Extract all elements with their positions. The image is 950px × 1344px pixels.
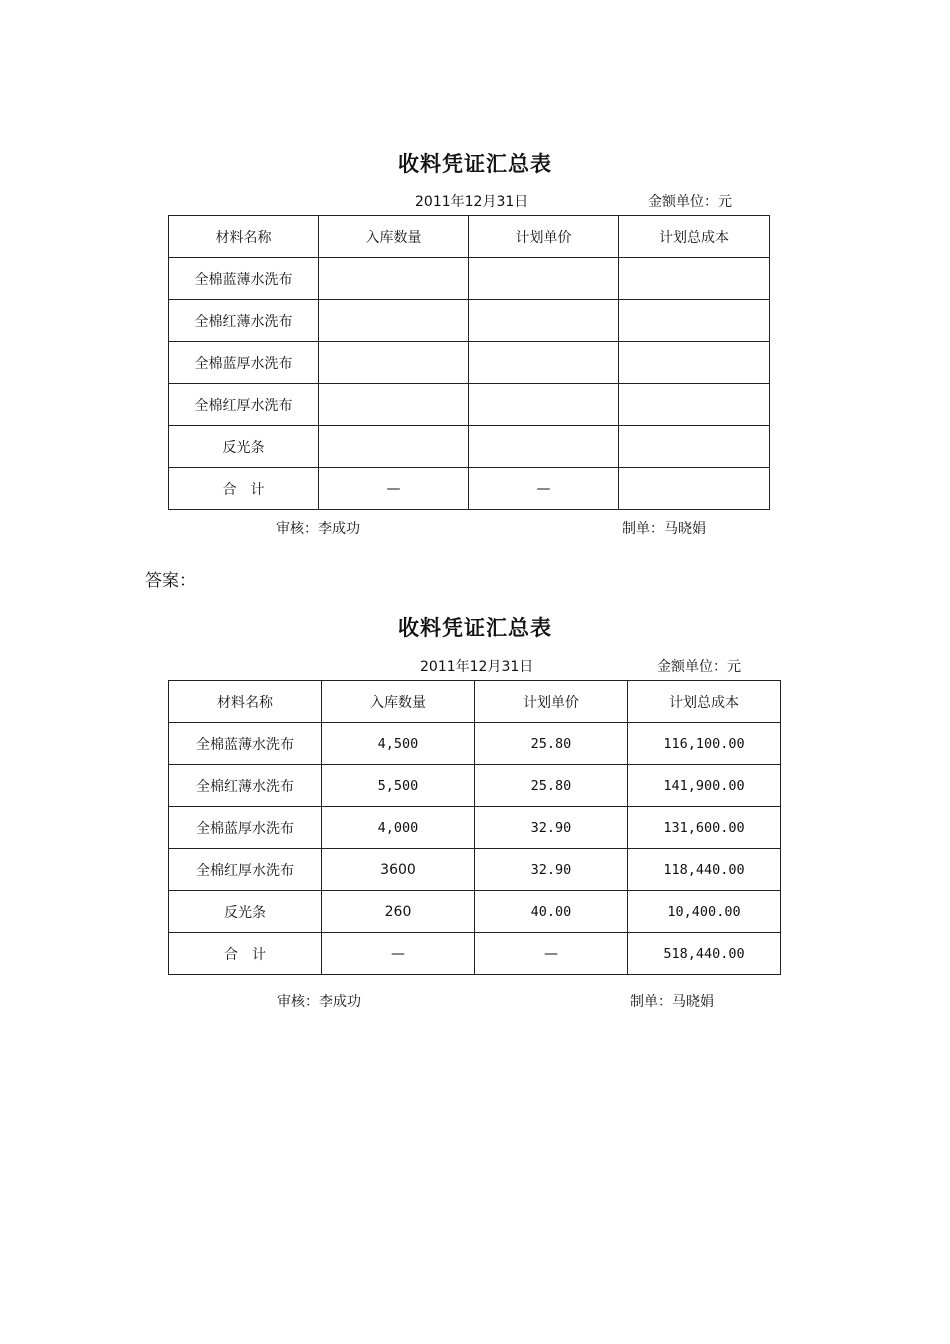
table-total-row <box>169 468 770 510</box>
cell-total-cost <box>619 426 770 468</box>
cell-unit-price <box>469 384 619 426</box>
blank-form-date: 2011年12月31日 <box>415 194 529 210</box>
cell-total-cost <box>619 342 770 384</box>
cell-material-name: 全棉蓝厚水洗布 <box>169 807 322 849</box>
cell-unit-price: — <box>469 468 619 510</box>
blank-form-unit: 金额单位：元 <box>648 194 732 210</box>
cell-total-cost <box>619 384 770 426</box>
table-row <box>169 891 781 933</box>
answer-form-table <box>168 680 781 975</box>
header-unit-price: 计划单价 <box>469 216 619 258</box>
cell-material-name: 全棉蓝薄水洗布 <box>169 258 319 300</box>
table-header-row <box>169 216 770 258</box>
cell-total-cost: 131,600.00 <box>628 807 781 849</box>
cell-total-cost <box>619 300 770 342</box>
cell-total-cost: 116,100.00 <box>628 723 781 765</box>
answer-form-reviewer: 审核：李成功 <box>277 994 361 1010</box>
cell-material-name: 反光条 <box>169 891 322 933</box>
cell-unit-price: 25.80 <box>475 723 628 765</box>
cell-quantity <box>319 426 469 468</box>
cell-quantity: — <box>319 468 469 510</box>
cell-material-name: 全棉红薄水洗布 <box>169 765 322 807</box>
table-total-row <box>169 933 781 975</box>
cell-material-name: 全棉蓝薄水洗布 <box>169 723 322 765</box>
cell-quantity <box>319 384 469 426</box>
cell-quantity: 5,500 <box>322 765 475 807</box>
cell-material-name: 全棉红薄水洗布 <box>169 300 319 342</box>
table-row <box>169 807 781 849</box>
answer-form-title: 收料凭证汇总表 <box>398 615 552 640</box>
header-total-cost: 计划总成本 <box>628 681 781 723</box>
cell-quantity <box>319 342 469 384</box>
cell-unit-price <box>469 300 619 342</box>
cell-unit-price: 25.80 <box>475 765 628 807</box>
cell-total-cost: 518,440.00 <box>628 933 781 975</box>
cell-total-cost <box>619 258 770 300</box>
cell-unit-price: 40.00 <box>475 891 628 933</box>
answer-form-preparer: 制单：马晓娟 <box>630 994 714 1010</box>
blank-form-preparer: 制单：马晓娟 <box>622 521 706 537</box>
cell-material-name: 全棉红厚水洗布 <box>169 384 319 426</box>
cell-unit-price <box>469 258 619 300</box>
cell-quantity <box>319 300 469 342</box>
header-material-name: 材料名称 <box>169 681 322 723</box>
header-quantity: 入库数量 <box>319 216 469 258</box>
cell-quantity: 4,000 <box>322 807 475 849</box>
cell-total-cost: 141,900.00 <box>628 765 781 807</box>
header-quantity: 入库数量 <box>322 681 475 723</box>
table-row <box>169 849 781 891</box>
cell-material-name: 反光条 <box>169 426 319 468</box>
blank-form-title: 收料凭证汇总表 <box>398 151 552 176</box>
cell-quantity: 4,500 <box>322 723 475 765</box>
cell-unit-price: — <box>475 933 628 975</box>
answer-label: 答案： <box>145 571 196 591</box>
cell-quantity <box>319 258 469 300</box>
header-material-name: 材料名称 <box>169 216 319 258</box>
cell-quantity: — <box>322 933 475 975</box>
answer-form-unit: 金额单位：元 <box>657 659 741 675</box>
table-header-row <box>169 681 781 723</box>
cell-total-label: 合 计 <box>169 933 322 975</box>
cell-material-name: 全棉红厚水洗布 <box>169 849 322 891</box>
cell-quantity: 3600 <box>322 849 475 891</box>
table-row <box>169 258 770 300</box>
table-row <box>169 426 770 468</box>
cell-unit-price: 32.90 <box>475 849 628 891</box>
cell-total-cost: 118,440.00 <box>628 849 781 891</box>
table-row <box>169 300 770 342</box>
cell-unit-price <box>469 426 619 468</box>
header-total-cost: 计划总成本 <box>619 216 770 258</box>
cell-unit-price: 32.90 <box>475 807 628 849</box>
cell-unit-price <box>469 342 619 384</box>
cell-quantity: 260 <box>322 891 475 933</box>
answer-form-date: 2011年12月31日 <box>420 659 534 675</box>
cell-total-label: 合 计 <box>169 468 319 510</box>
blank-form-reviewer: 审核：李成功 <box>276 521 360 537</box>
cell-total-cost <box>619 468 770 510</box>
table-row <box>169 342 770 384</box>
header-unit-price: 计划单价 <box>475 681 628 723</box>
cell-material-name: 全棉蓝厚水洗布 <box>169 342 319 384</box>
table-row <box>169 384 770 426</box>
blank-form-table <box>168 215 770 510</box>
cell-total-cost: 10,400.00 <box>628 891 781 933</box>
table-row <box>169 723 781 765</box>
table-row <box>169 765 781 807</box>
